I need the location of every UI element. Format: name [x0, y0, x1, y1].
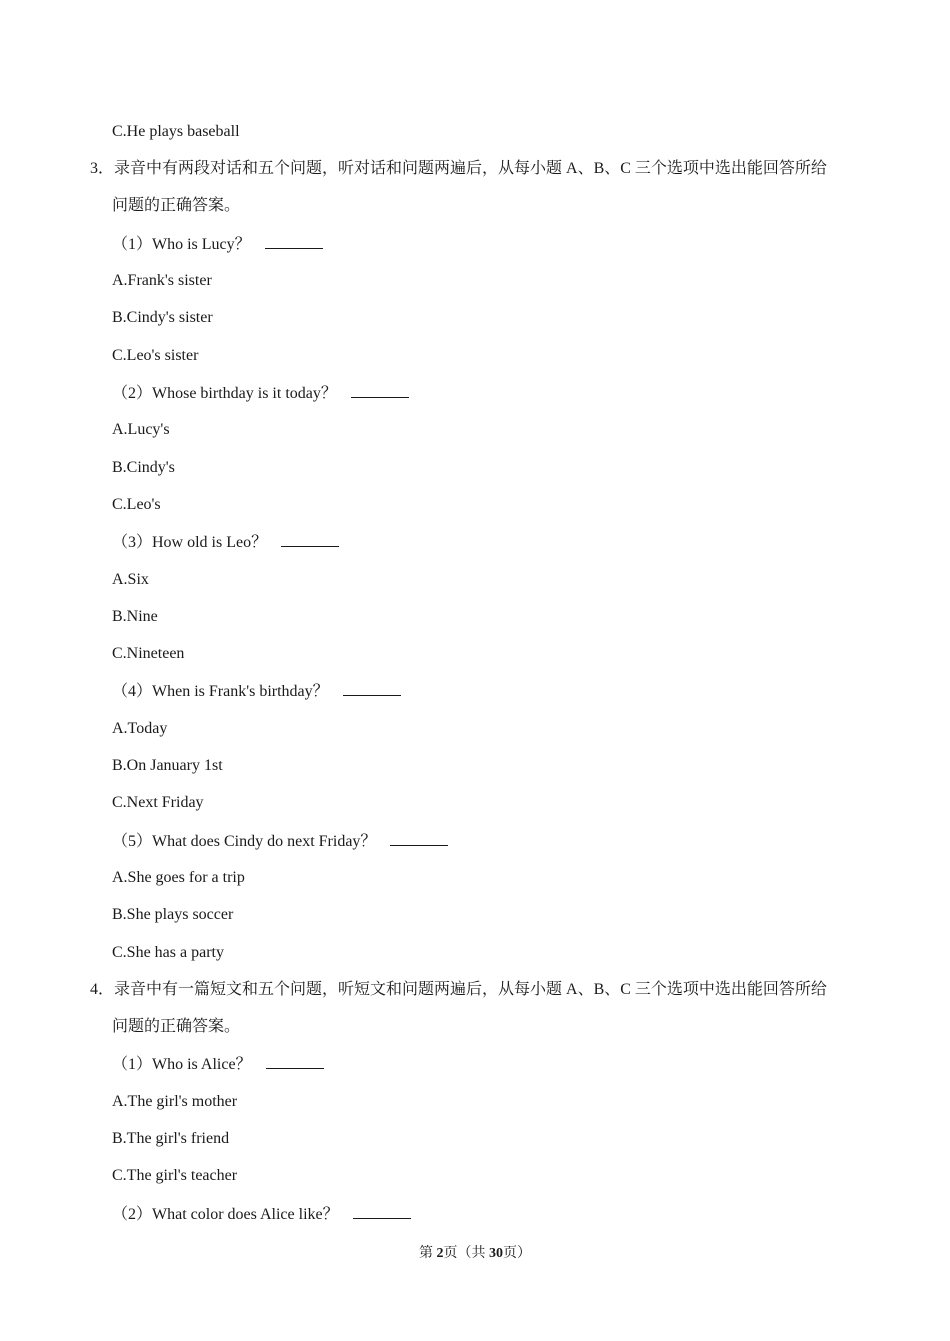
footer-prefix: 第	[419, 1246, 437, 1261]
q2-option-c: C.He plays baseball	[112, 123, 240, 140]
q3-1-option-b: B.Cindy's sister	[112, 309, 213, 326]
q3-2-option-b: B.Cindy's	[112, 459, 175, 476]
q3-4-option-b: B.On January 1st	[112, 757, 223, 774]
q4-1-option-c: C.The girl's teacher	[112, 1167, 238, 1184]
q3-4-option-a: A.Today	[112, 720, 168, 737]
footer-total-pages: 30	[489, 1246, 503, 1261]
q3-3-option-c: C.Nineteen	[112, 645, 185, 662]
q3-2-question	[112, 383, 409, 404]
q4-2-question	[112, 1204, 411, 1225]
q3-instruction-line1: 录音中有两段对话和五个问题，听对话和问题两遍后，从每小题 A、B、C 三个选项中选出能回答所给	[114, 160, 827, 177]
q3-2-option-a: A.Lucy's	[112, 421, 170, 438]
q3-5-option-c: C.She has a party	[112, 944, 224, 961]
footer-suffix: 页）	[503, 1246, 531, 1261]
q3-5-question	[112, 831, 448, 852]
question-text: （5）What does Cindy do next Friday？	[112, 833, 377, 850]
q4-number: 4．	[90, 981, 115, 998]
q3-3-option-a: A.Six	[112, 571, 149, 588]
q3-1-option-a: A.Frank's sister	[112, 272, 212, 289]
question-text: （2）Whose birthday is it today？	[112, 385, 337, 402]
q3-4-option-c: C.Next Friday	[112, 794, 204, 811]
question-text: （1）Who is Alice？	[112, 1056, 252, 1073]
answer-blank[interactable]	[265, 234, 323, 249]
question-text: （4）When is Frank's birthday？	[112, 683, 329, 700]
answer-blank[interactable]	[353, 1204, 411, 1219]
q3-3-option-b: B.Nine	[112, 608, 158, 625]
question-text: （3）How old is Leo？	[112, 534, 268, 551]
answer-blank[interactable]	[281, 532, 339, 547]
q3-header	[90, 159, 827, 179]
answer-blank[interactable]	[390, 831, 448, 846]
q3-number: 3．	[90, 160, 115, 177]
q3-4-question	[112, 681, 401, 702]
q4-instruction-line1: 录音中有一篇短文和五个问题，听短文和问题两遍后，从每小题 A、B、C 三个选项中选出能回答所给	[114, 981, 827, 998]
footer-page-number: 2	[436, 1246, 444, 1261]
q3-1-option-c: C.Leo's sister	[112, 347, 199, 364]
page-footer	[0, 1244, 950, 1264]
q4-1-option-b: B.The girl's friend	[112, 1130, 230, 1147]
q4-instruction-line2: 问题的正确答案。	[112, 1018, 241, 1035]
q3-5-option-a: A.She goes for a trip	[112, 869, 245, 886]
answer-blank[interactable]	[266, 1054, 324, 1069]
q3-1-question	[112, 234, 323, 255]
answer-blank[interactable]	[351, 383, 409, 398]
q3-instruction-line2: 问题的正确答案。	[112, 197, 241, 214]
q3-5-option-b: B.She plays soccer	[112, 906, 234, 923]
footer-middle: 页（共	[443, 1246, 489, 1261]
q4-header	[90, 980, 827, 1000]
q3-2-option-c: C.Leo's	[112, 496, 161, 513]
q4-1-question	[112, 1054, 324, 1075]
q3-3-question	[112, 532, 339, 553]
q4-1-option-a: A.The girl's mother	[112, 1093, 238, 1110]
question-text: （1）Who is Lucy？	[112, 236, 251, 253]
answer-blank[interactable]	[343, 681, 401, 696]
question-text: （2）What color does Alice like？	[112, 1206, 339, 1223]
